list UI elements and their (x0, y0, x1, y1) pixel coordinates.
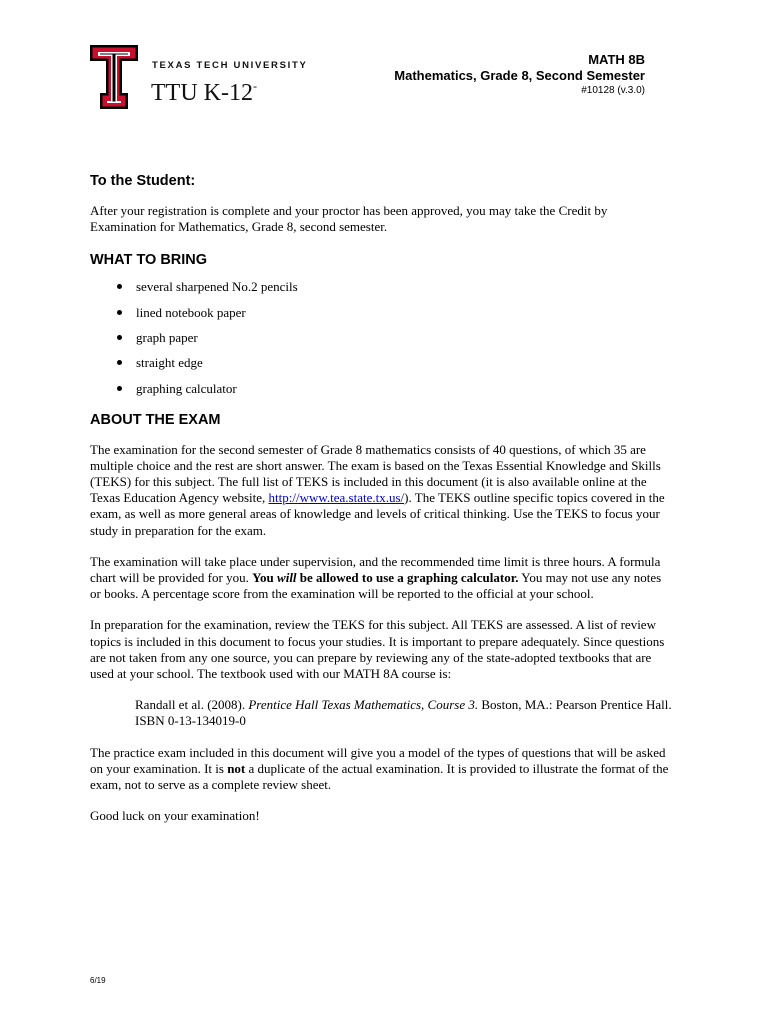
bring-heading: WHAT TO BRING (90, 252, 208, 269)
about-paragraph-3: In preparation for the examination, review the TEKS for this subject. All TEKS are assessed. A list of review topics is included in this document to focus your studies. It is important to prepare adequately. Since questions are not taken from any one source, you can prepare by reviewing any of the state-adopted textbooks that are used at your school. The textbook used with our MATH 8A course is: (90, 617, 665, 682)
list-item: straight edge (117, 355, 675, 371)
course-code: MATH 8B (588, 52, 645, 67)
bullet-icon (117, 360, 122, 365)
course-title: Mathematics, Grade 8, Second Semester (394, 68, 645, 83)
textbook-citation: Randall et al. (2008). Prentice Hall Texas Mathematics, Course 3. Boston, MA.: Pearson Prentice Hall. ISBN 0-13-134019-0 (135, 697, 672, 729)
about-heading: ABOUT THE EXAM (90, 411, 221, 428)
document-number: #10128 (v.3.0) (581, 85, 645, 96)
university-name: TEXAS TECH UNIVERSITY (152, 60, 308, 71)
bullet-icon (117, 386, 122, 391)
course-header (394, 52, 645, 97)
bullet-icon (117, 310, 122, 315)
footer-date: 6/19 (90, 976, 106, 985)
bullet-icon (117, 284, 122, 289)
list-item: graph paper (117, 330, 675, 346)
list-item: lined notebook paper (117, 305, 675, 321)
tea-website-link[interactable]: http://www.tea.state.tx.us/ (268, 490, 405, 506)
intro-paragraph: After your registration is complete and your proctor has been approved, you may take the Credit by Examination for Mathematics, Grade 8, second semester. (90, 203, 608, 235)
intro-heading: To the Student: (90, 173, 196, 189)
list-item: graphing calculator (117, 381, 675, 397)
texas-tech-double-t-logo (90, 45, 138, 109)
main-content (90, 172, 675, 839)
list-item: several sharpened No.2 pencils (117, 279, 675, 295)
program-name: TTU K-12- (151, 79, 257, 106)
bullet-icon (117, 335, 122, 340)
about-paragraph-4: The practice exam included in this document will give you a model of the types of questions that will be asked on your examination. It is not a duplicate of the actual examination. It is provided to illustrate the format of the exam, not to serve as a complete review sheet. (90, 744, 669, 793)
bring-list (90, 279, 675, 396)
about-paragraph-2: The examination will take place under supervision, and the recommended time limit is three hours. A formula chart will be provided for you. You will be allowed to use a graphing calculator. You may not use any notes or books. A percentage score from the examination will be reported to the official at your school. (90, 553, 662, 602)
closing-line: Good luck on your examination! (90, 808, 260, 824)
about-paragraph-1: The examination for the second semester of Grade 8 mathematics consists of 40 questions, of which 35 are multiple choice and the rest are short answer. The exam is based on the Texas Essential Knowledge and Skills (TEKS) for this subject. The full list of TEKS is included in this document (it is also available online at the Texas Education Agency website, http://www.tea.state.tx.us/). The TEKS outline specific topics covered in the exam, as well as more general areas of knowledge and levels of critical thinking. Use the TEKS to focus your study in preparation for the exam. (90, 441, 665, 538)
